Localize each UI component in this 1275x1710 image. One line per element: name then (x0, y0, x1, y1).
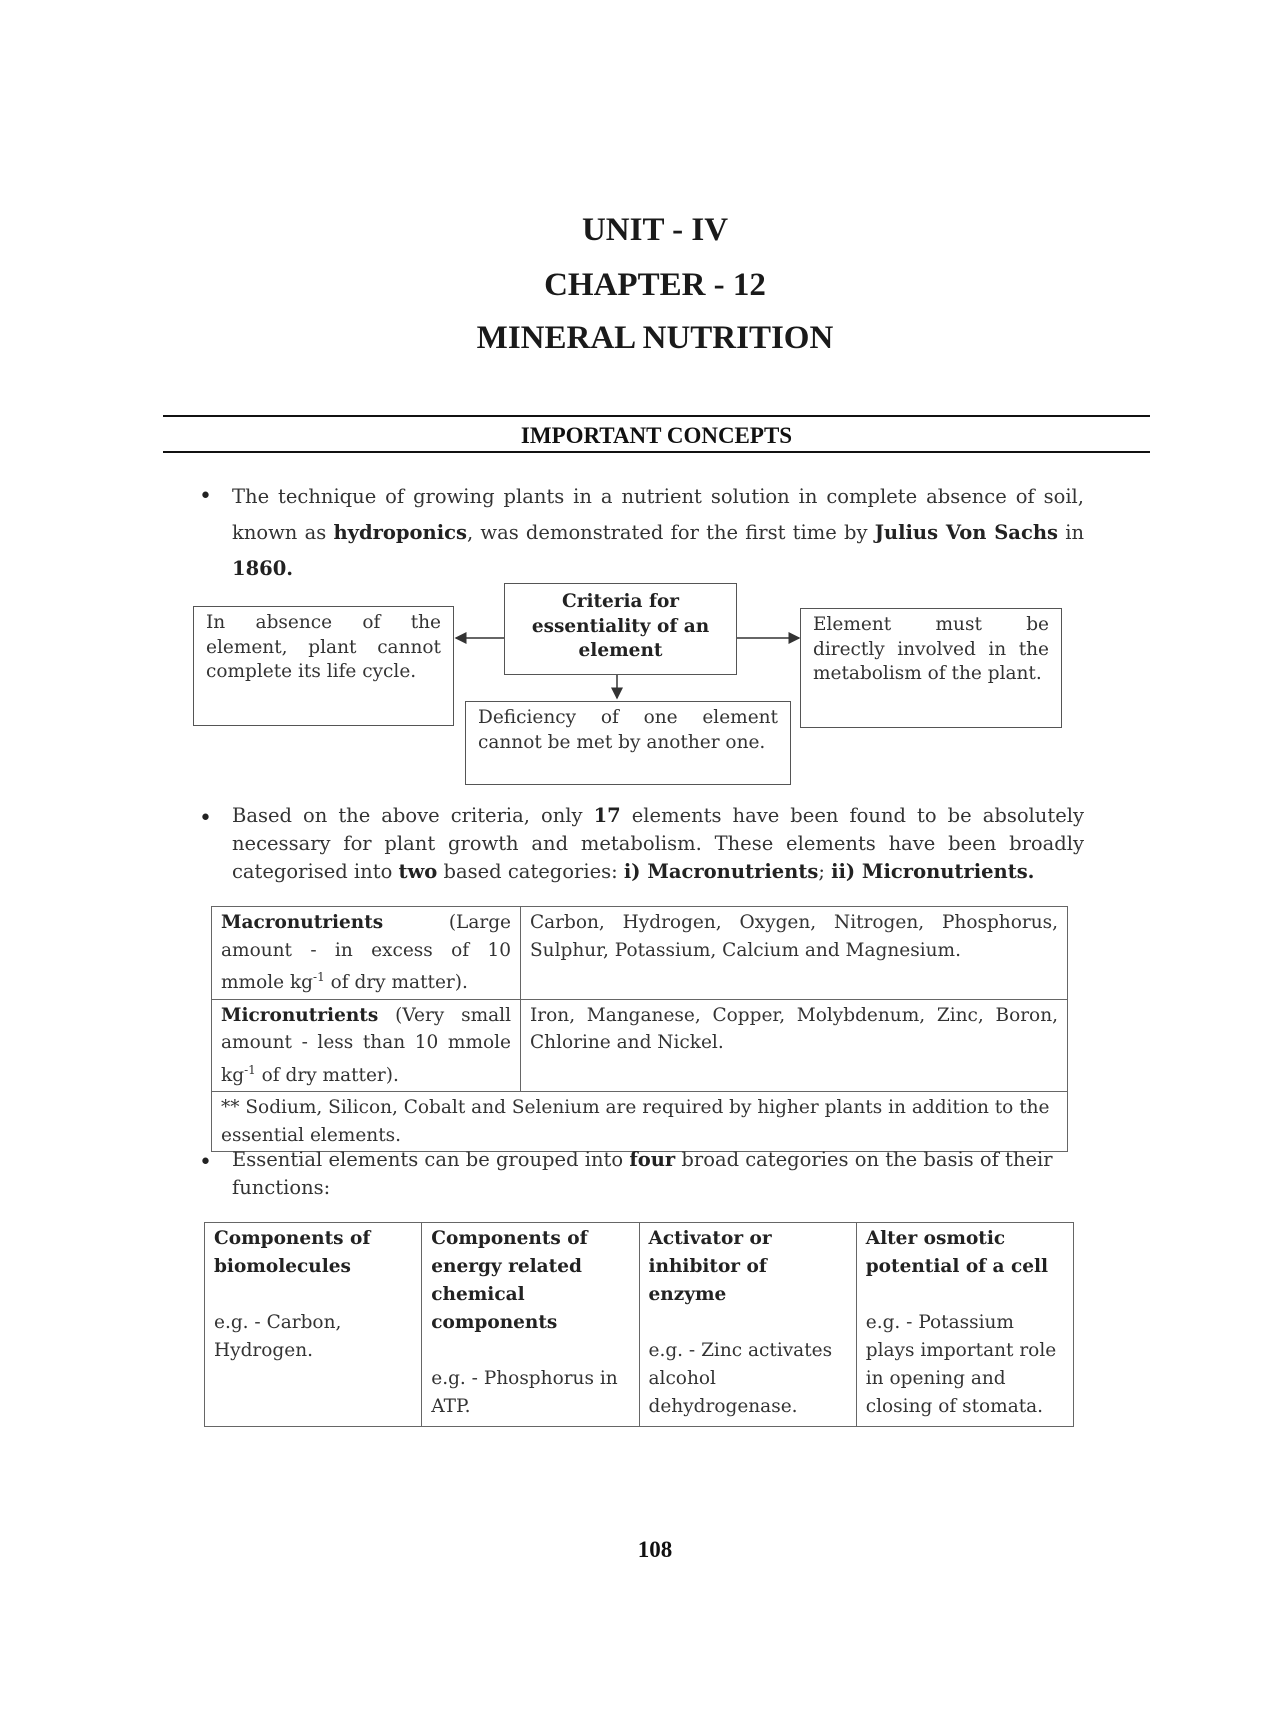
category-example: e.g. - Zinc activates alcohol dehydrogenase. (648, 1340, 833, 1417)
table-row (212, 907, 1068, 1000)
category-heading: Activator or inhibitor of enzyme (648, 1228, 772, 1305)
macro-elements-cell: Carbon, Hydrogen, Oxygen, Nitrogen, Phosphorus, Sulphur, Potassium, Calcium and Magnesium. (521, 907, 1068, 1000)
bullet-marker: • (199, 806, 212, 831)
bullet-marker: • (199, 484, 212, 509)
category-heading: Components of biomolecules (214, 1228, 371, 1277)
chapter-title: CHAPTER - 12 (544, 267, 766, 303)
category-example: e.g. - Phosphorus in ATP. (431, 1368, 618, 1417)
bullet-marker: • (199, 1150, 212, 1175)
category-example: e.g. - Potassium plays important role in opening and closing of stomata. (865, 1312, 1057, 1417)
criteria-metabolism-box: Element must be directly involved in the metabolism of the plant. (800, 608, 1062, 728)
table-row (212, 1092, 1068, 1152)
criteria-life-cycle-box: In absence of the element, plant cannot complete its life cycle. (193, 606, 454, 726)
table-row (205, 1223, 1074, 1427)
category-cell (205, 1223, 422, 1427)
micro-description-cell: Micronutrients (Very small amount - less than 10 mmole $kg^{-1}$ of dry matter). (212, 999, 521, 1092)
chapter-name: MINERAL NUTRITION (476, 320, 834, 356)
category-cell (856, 1223, 1073, 1427)
category-heading: Components of energy related chemical components (431, 1228, 588, 1333)
beneficial-elements-note: ** Sodium, Silicon, Cobalt and Selenium are required by higher plants in addition to the essential elements. (212, 1092, 1068, 1152)
section-title: IMPORTANT CONCEPTS (520, 423, 793, 448)
criteria-deficiency-box: Deficiency of one element cannot be met by another one. (465, 701, 791, 785)
criteria-arrows (0, 0, 1275, 800)
category-cell (639, 1223, 856, 1427)
micro-elements-cell: Iron, Manganese, Copper, Molybdenum, Zinc, Boron, Chlorine and Nickel. (521, 999, 1068, 1092)
function-categories-table (204, 1222, 1074, 1427)
criteria-center-box: Criteria for essentiality of an element (504, 583, 737, 675)
category-cell (422, 1223, 639, 1427)
table-row (212, 999, 1068, 1092)
essential-elements-paragraph: Based on the above criteria, only 17 elements have been found to be absolutely necessary for plant growth and metabolism. These elements have been broadly categorised into two based categories: i) Macronutrients; ii) Micronutrients. (232, 804, 1084, 883)
unit-title: UNIT - IV (581, 212, 729, 248)
nutrient-table (211, 906, 1068, 1152)
macro-description-cell: Macronutrients (Large amount - in excess of 10 mmole $kg^{-1}$ of dry matter). (212, 907, 521, 1000)
category-example: e.g. - Carbon, Hydrogen. (214, 1312, 342, 1361)
page-number: 108 (637, 1537, 673, 1562)
category-heading: Alter osmotic potential of a cell (865, 1228, 1049, 1277)
hydroponics-paragraph: The technique of growing plants in a nutrient solution in complete absence of soil, known as hydroponics, was demonstrated for the first time by Julius Von Sachs in 1860. (232, 485, 1085, 580)
functions-paragraph: Essential elements can be grouped into four broad categories on the basis of their functions: (232, 1148, 1053, 1199)
